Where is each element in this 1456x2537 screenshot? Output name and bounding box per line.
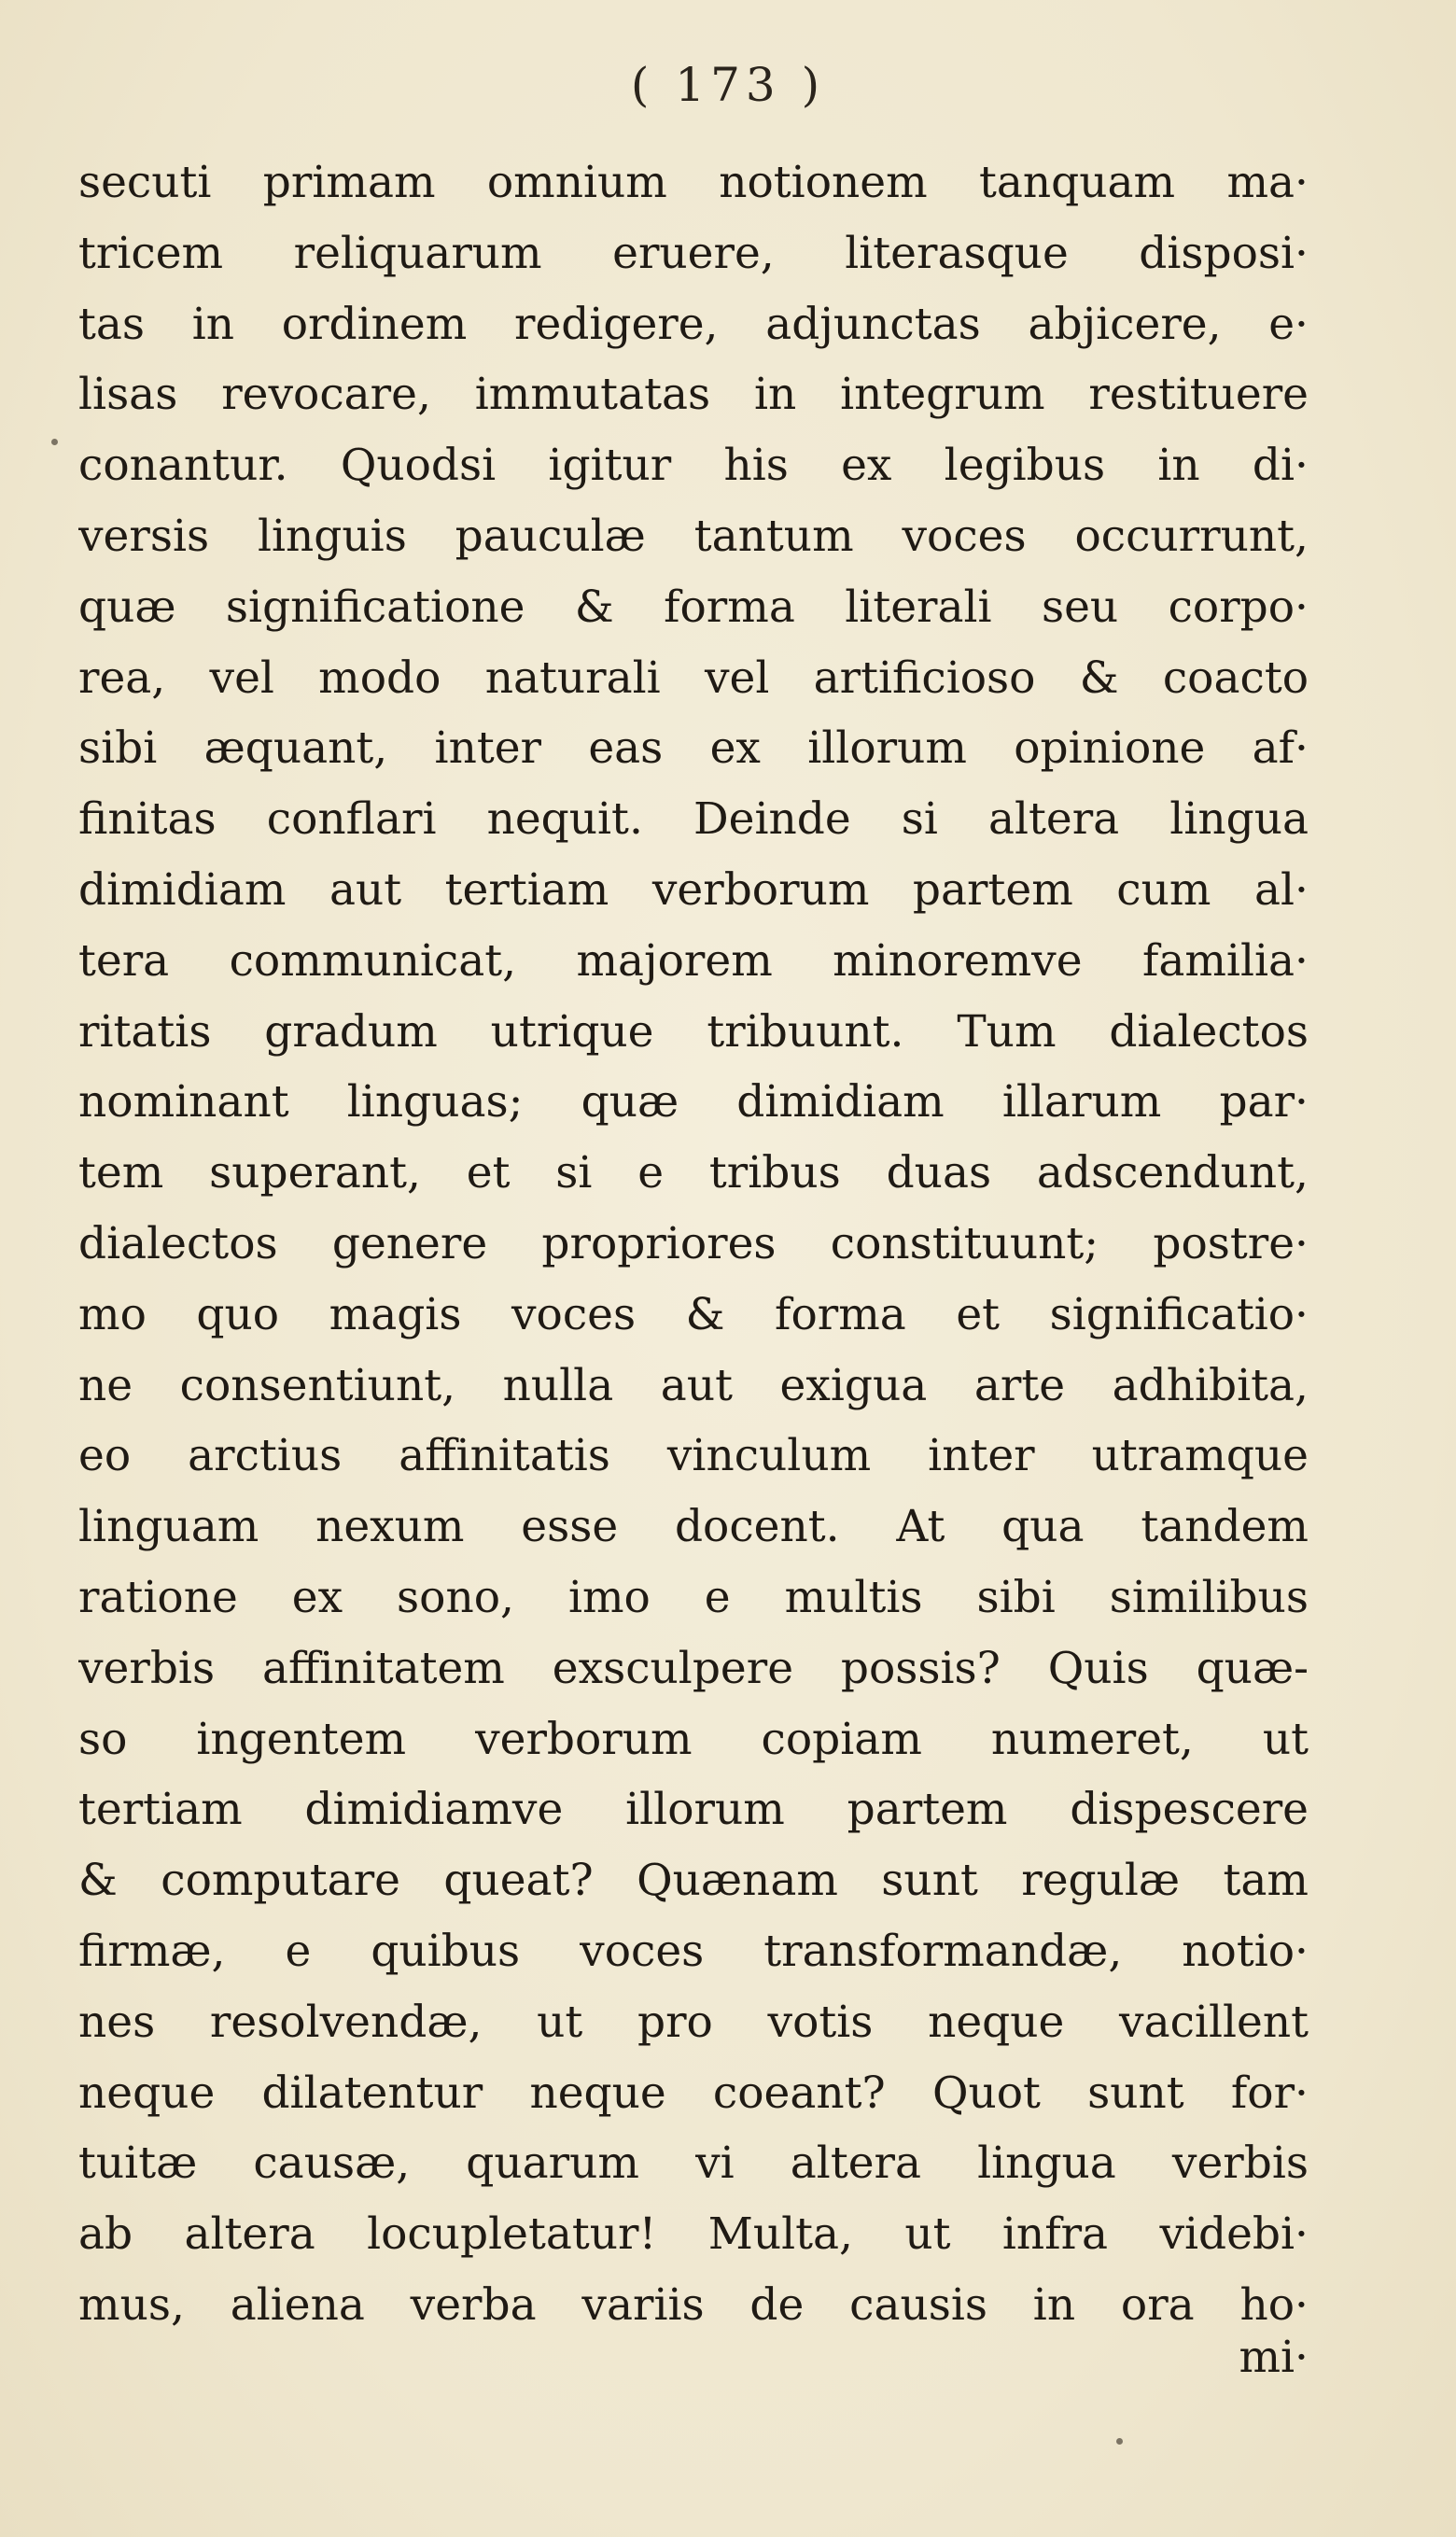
text-line: tuitæ causæ, quarum vi altera lingua verbis <box>78 2138 1309 2190</box>
text-line: secuti primam omnium notionem tanquam ma· <box>78 157 1309 208</box>
text-line: ne consentiunt, nulla aut exigua arte adhibita, <box>78 1359 1309 1411</box>
text-line: lisas revocare, immutatas in integrum restituere <box>78 369 1309 421</box>
text-line: nominant linguas; quæ dimidiam illarum par· <box>78 1076 1309 1128</box>
catchword: mi· <box>1239 2332 1309 2383</box>
text-line: mo quo magis voces & forma et significatio· <box>78 1288 1309 1340</box>
text-line: rea, vel modo naturali vel artificioso & coacto <box>78 652 1309 704</box>
text-line: tera communicat, majorem minoremve familia· <box>78 934 1309 987</box>
text-line: quæ significatione & forma literali seu corpo· <box>78 581 1309 633</box>
text-line: finitas conflari nequit. Deinde si altera lingua <box>78 793 1309 846</box>
text-line: dialectos genere propriores constituunt; postre· <box>78 1217 1309 1269</box>
text-line: dimidiam aut tertiam verborum partem cum al· <box>78 863 1309 916</box>
page-number: ( 173 ) <box>630 58 826 112</box>
text-line: neque dilatentur neque coeant? Quot sunt for· <box>78 2067 1309 2119</box>
text-line: firmæ, e quibus voces transformandæ, notio· <box>78 1925 1309 1977</box>
text-line: mus, aliena verba variis de causis in ora ho· <box>78 2278 1309 2331</box>
paper-speck <box>51 439 58 445</box>
text-line: nes resolvendæ, ut pro votis neque vacillent <box>78 1996 1309 2048</box>
text-line: so ingentem verborum copiam numeret, ut <box>78 1713 1309 1765</box>
text-line: tem superant, et si e tribus duas adscendunt, <box>78 1147 1309 1199</box>
text-line: ratione ex sono, imo e multis sibi similibus <box>78 1571 1309 1623</box>
body-text <box>78 147 1309 2341</box>
text-line: tertiam dimidiamve illorum partem dispescere <box>78 1784 1309 1836</box>
text-line: ritatis gradum utrique tribuunt. Tum dialectos <box>78 1005 1309 1058</box>
text-line: linguam nexum esse docent. At qua tandem <box>78 1501 1309 1553</box>
text-line: verbis affinitatem exsculpere possis? Quis quæ- <box>78 1642 1309 1694</box>
paper-speck <box>1116 2438 1123 2445</box>
text-line: sibi æquant, inter eas ex illorum opinione af· <box>78 722 1309 775</box>
text-line: tricem reliquarum eruere, literasque disposi· <box>78 227 1309 279</box>
text-line: tas in ordinem redigere, adjunctas abjicere, e· <box>78 298 1309 350</box>
text-line: versis linguis pauculæ tantum voces occurrunt, <box>78 510 1309 562</box>
text-line: eo arctius affinitatis vinculum inter utramque <box>78 1430 1309 1482</box>
text-line: ab altera locupletatur! Multa, ut infra videbi· <box>78 2208 1309 2261</box>
text-line: conantur. Quodsi igitur his ex legibus in di· <box>78 440 1309 492</box>
text-line: & computare queat? Quænam sunt regulæ tam <box>78 1855 1309 1907</box>
